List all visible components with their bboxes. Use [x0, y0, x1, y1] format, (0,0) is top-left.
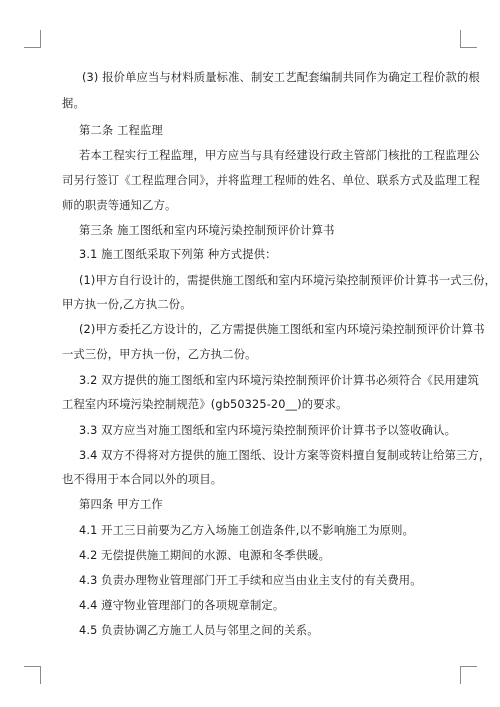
paragraph-line: 4.4 遵守物业管理部门的各项规章制定。: [79, 599, 285, 612]
paragraph-line: 4.5 负责协调乙方施工人员与邻里之间的关系。: [79, 624, 319, 637]
paragraph-line: 3.4 双方不得将对方提供的施工图纸、设计方案等资料擅自复制或转让给第三方，: [79, 449, 491, 462]
crop-mark-bottom-left-v: [40, 666, 41, 684]
crop-mark-bottom-right-h: [460, 666, 477, 667]
crop-mark-top-left-v: [40, 30, 41, 48]
section-heading: 第二条 工程监理: [79, 124, 163, 137]
paragraph-line: 司另行签订《工程监理合同》，并将监理工程师的姓名、单位、联系方式及监理工程: [62, 174, 480, 187]
paragraph-line: 师的职责等通知乙方。: [62, 199, 177, 212]
paragraph-line: 4.1 开工三日前要为乙方入场施工创造条件,以不影响施工为原则。: [79, 524, 414, 537]
crop-mark-top-right-h: [460, 47, 477, 48]
crop-mark-top-right-v: [460, 30, 461, 48]
section-heading: 第四条 甲方工作: [79, 498, 163, 511]
paragraph-line: 3.1 施工图纸采取下列第 种方式提供：: [79, 248, 277, 261]
crop-mark-bottom-right-v: [460, 666, 461, 684]
paragraph-line: 据。: [62, 97, 85, 110]
crop-mark-bottom-left-h: [24, 666, 41, 667]
paragraph-line: 一式三份，甲方执一份，乙方执二份。: [62, 348, 257, 361]
paragraph-line: 甲方执一份,乙方执二份。: [62, 298, 192, 311]
paragraph-line: 工程室内环境污染控制规范》(gb50325-20__)的要求。: [62, 398, 348, 411]
paragraph-line: (1)甲方自行设计的，需提供施工图纸和室内环境污染控制预评价计算书一式三份，: [79, 274, 497, 287]
paragraph-line: 4.2 无偿提供施工期间的水源、电源和冬季供暖。: [79, 549, 331, 562]
crop-mark-top-left-h: [24, 47, 41, 48]
paragraph-line: 若本工程实行工程监理，甲方应当与具有经建设行政主管部门核批的工程监理公: [79, 149, 480, 162]
paragraph-line: 3.3 双方应当对施工图纸和室内环境污染控制预评价计算书予以签收确认。: [79, 424, 457, 437]
paragraph-line: 4.3 负责办理物业管理部门开工手续和应当由业主支付的有关费用。: [79, 574, 422, 587]
paragraph-line: 3.2 双方提供的施工图纸和室内环境污染控制预评价计算书必须符合《民用建筑: [79, 374, 479, 387]
section-heading: 第三条 施工图纸和室内环境污染控制预评价计算书: [79, 224, 335, 237]
paragraph-line: (3) 报价单应当与材料质量标准、制安工艺配套编制共同作为确定工程价款的根: [82, 71, 480, 84]
paragraph-line: (2)甲方委托乙方设计的，乙方需提供施工图纸和室内环境污染控制预评价计算书: [79, 323, 485, 336]
paragraph-line: 也不得用于本合同以外的项目。: [62, 473, 223, 486]
